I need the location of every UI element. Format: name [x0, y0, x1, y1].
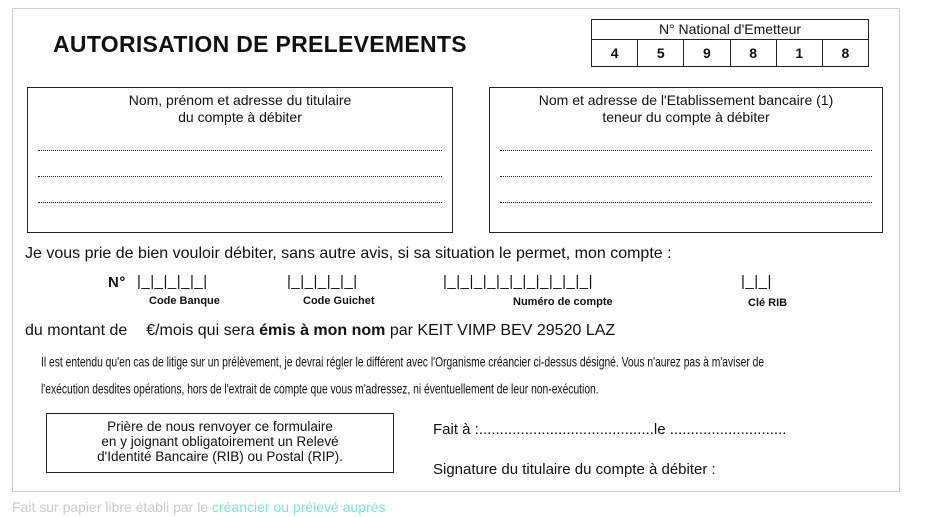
legal-text-line-1: Il est entendu qu'en cas de litige sur un prélèvement, je devrai régler le différent avec l'Organisme créancier ci-dessus désigné. Vous n'aurez pas à m'aviser de — [41, 354, 765, 371]
request-line: Je vous prie de bien vouloir débiter, sans autre avis, si sa situation le permet, mon compte : — [25, 245, 672, 262]
holder-line-1[interactable] — [38, 150, 442, 151]
account-number-label: Numéro de compte — [513, 296, 613, 308]
amount-unit: €/mois qui sera — [146, 322, 255, 339]
bank-code-label: Code Banque — [149, 295, 220, 307]
creditor-name: par KEIT VIMP BEV 29520 LAZ — [389, 322, 616, 339]
footer-text: Fait sur papier libre établi par le — [12, 499, 209, 515]
branch-code-label: Code Guichet — [303, 295, 375, 307]
bank-line-3[interactable] — [500, 202, 872, 203]
emitter-digit: 8 — [841, 45, 850, 61]
emitter-digits — [592, 40, 868, 66]
emitter-label: N° National d'Emetteur — [592, 20, 868, 40]
emitter-number-box — [591, 19, 869, 67]
account-number-field[interactable]: |_|_|_|_|_|_|_|_|_|_|_| — [443, 273, 594, 290]
account-prefix: N° — [108, 274, 126, 291]
issued-in-my-name: émis à mon nom — [259, 322, 386, 339]
holder-line-2[interactable] — [38, 176, 442, 177]
return-note-line-1: Prière de nous renvoyer ce formulaire — [107, 419, 333, 434]
place-date-field[interactable]: Fait à :..........................................le ............................ — [433, 421, 787, 438]
footer-accent-text: créancier ou prélevé auprès — [212, 499, 386, 515]
bank-line-1[interactable] — [500, 150, 872, 151]
signature-label: Signature du titulaire du compte à débiter : — [433, 461, 716, 478]
bank-box-title: Nom et adresse de l'Etablissement bancaire (1) — [538, 92, 834, 108]
rib-key-label: Clé RIB — [748, 297, 788, 309]
return-instructions-box — [46, 413, 394, 473]
direct-debit-form — [12, 8, 900, 492]
emitter-digit: 1 — [777, 40, 823, 66]
holder-line-3[interactable] — [38, 202, 442, 203]
footer-note — [12, 499, 386, 515]
holder-box-title: Nom, prénom et adresse du titulaire — [128, 92, 352, 108]
bank-box-subtitle: teneur du compte à débiter — [602, 109, 770, 125]
bank-box-header — [490, 88, 882, 126]
rib-key-field[interactable]: |_|_| — [741, 273, 772, 290]
bank-code-field[interactable]: |_|_|_|_|_| — [137, 273, 208, 290]
emitter-digit: 5 — [638, 40, 684, 66]
bank-line-2[interactable] — [500, 176, 872, 177]
holder-box-header — [28, 88, 452, 126]
emitter-digit: 8 — [731, 40, 777, 66]
legal-text-line-2: l'exécution desdites opérations, hors de l'extrait de compte que vous m'adressez, ni éventuellement de leur non-exécution. — [41, 381, 599, 398]
form-title: AUTORISATION DE PRELEVEMENTS — [53, 31, 467, 57]
holder-box-subtitle: du compte à débiter — [178, 109, 302, 125]
emitter-digit: 9 — [684, 40, 730, 66]
return-note-line-2: en y joignant obligatoirement un Relevé — [101, 434, 339, 449]
branch-code-field[interactable]: |_|_|_|_|_| — [287, 273, 358, 290]
amount-line — [25, 322, 615, 340]
holder-address-box — [27, 87, 453, 233]
emitter-digit: 4 — [592, 40, 638, 66]
return-note-line-3: d'Identité Bancaire (RIB) ou Postal (RIP). — [97, 449, 343, 464]
bank-address-box — [489, 87, 883, 233]
amount-label: du montant de — [25, 322, 128, 339]
